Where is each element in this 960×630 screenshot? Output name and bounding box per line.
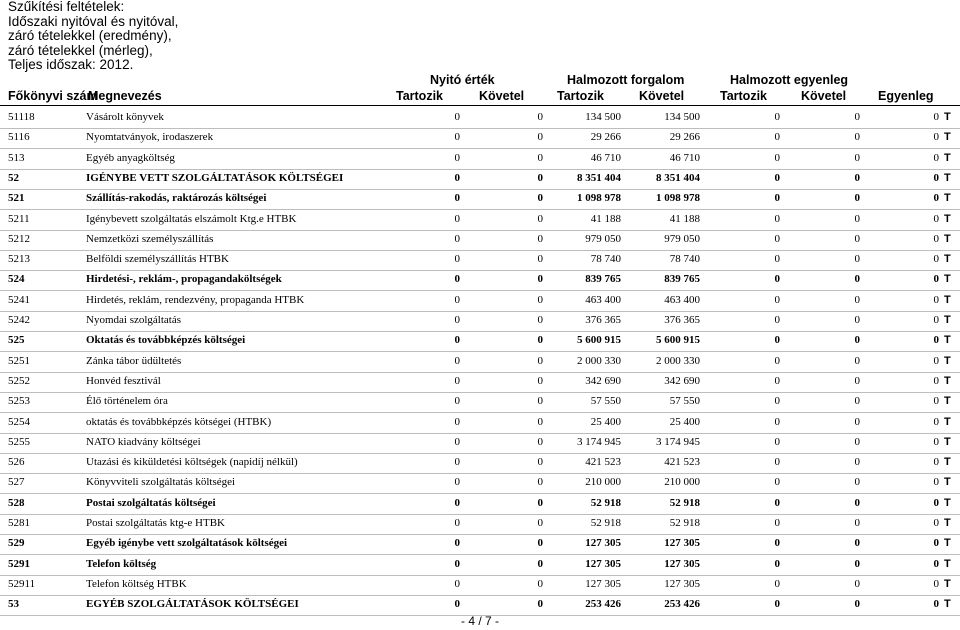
- cumulative-credit-cell: 342 690: [664, 374, 700, 387]
- balance-debit-cell: 0: [774, 476, 780, 489]
- opening-credit-cell: 0: [537, 131, 543, 144]
- cumulative-debit-cell: 3 174 945: [577, 435, 621, 448]
- balance-credit-cell: 0: [854, 395, 860, 408]
- account-name-cell: Utazási és kiküldetési költségek (napidíj nélkül): [86, 456, 298, 469]
- opening-debit-cell: 0: [454, 598, 460, 611]
- opening-credit-cell: 0: [537, 232, 543, 245]
- cumulative-credit-cell: 41 188: [669, 212, 700, 225]
- table-row: [0, 534, 960, 554]
- table-row: [0, 555, 960, 575]
- balance-cell: 0: [933, 334, 939, 347]
- balance-credit-cell: 0: [854, 537, 860, 550]
- opening-debit-cell: 0: [454, 293, 460, 306]
- balance-debit-cell: 0: [774, 456, 780, 469]
- cumulative-credit-cell: 8 351 404: [656, 171, 700, 184]
- opening-debit-cell: 0: [454, 476, 460, 489]
- opening-credit-cell: 0: [537, 517, 543, 529]
- header-group-opening: Nyitó érték: [430, 73, 495, 87]
- cumulative-debit-cell: 46 710: [590, 151, 621, 164]
- balance-side-marker: T: [944, 151, 951, 164]
- balance-cell: 0: [933, 253, 939, 266]
- opening-credit-cell: 0: [537, 111, 543, 123]
- cumulative-credit-cell: 839 765: [664, 273, 700, 286]
- opening-credit-cell: 0: [537, 557, 543, 570]
- header-opening-credit: Követel: [479, 89, 525, 103]
- table-row: [0, 514, 960, 534]
- balance-credit-cell: 0: [854, 354, 860, 367]
- opening-credit-cell: 0: [537, 435, 543, 448]
- balance-credit-cell: 0: [854, 557, 860, 570]
- cumulative-debit-cell: 253 426: [585, 598, 621, 611]
- opening-debit-cell: 0: [454, 517, 460, 529]
- opening-debit-cell: 0: [454, 131, 460, 144]
- table-row: [0, 210, 960, 230]
- balance-credit-cell: 0: [854, 577, 860, 590]
- account-name-cell: Igénybevett szolgáltatás elszámolt Ktg.e HTBK: [86, 212, 297, 225]
- opening-debit-cell: 0: [454, 354, 460, 367]
- balance-cell: 0: [933, 598, 939, 611]
- cumulative-credit-cell: 127 305: [664, 557, 700, 570]
- balance-cell: 0: [933, 476, 939, 489]
- cumulative-credit-cell: 210 000: [664, 476, 700, 489]
- account-name-cell: Szállítás-rakodás, raktározás költségei: [86, 192, 267, 205]
- opening-debit-cell: 0: [454, 192, 460, 205]
- cumulative-debit-cell: 52 918: [590, 496, 621, 509]
- opening-debit-cell: 0: [454, 273, 460, 286]
- account-number-cell: 5241: [8, 293, 30, 306]
- header-cumulative-debit: Tartozik: [557, 89, 604, 103]
- balance-credit-cell: 0: [854, 293, 860, 306]
- balance-debit-cell: 0: [774, 354, 780, 367]
- opening-credit-cell: 0: [537, 293, 543, 306]
- balance-cell: 0: [933, 577, 939, 590]
- balance-credit-cell: 0: [854, 476, 860, 489]
- account-name-cell: Oktatás és továbbképzés költségei: [86, 334, 246, 347]
- opening-credit-cell: 0: [537, 476, 543, 489]
- account-number-cell: 5252: [8, 374, 30, 387]
- cumulative-credit-cell: 3 174 945: [656, 435, 700, 448]
- cumulative-credit-cell: 134 500: [664, 111, 700, 123]
- opening-debit-cell: 0: [454, 334, 460, 347]
- balance-credit-cell: 0: [854, 314, 860, 326]
- cumulative-debit-cell: 127 305: [585, 537, 621, 550]
- balance-debit-cell: 0: [774, 496, 780, 509]
- cumulative-credit-cell: 29 266: [669, 131, 700, 144]
- page-number: - 4 / 7 -: [460, 614, 499, 628]
- account-name-cell: Egyéb anyagköltség: [86, 151, 175, 164]
- opening-credit-cell: 0: [537, 212, 543, 225]
- balance-credit-cell: 0: [854, 517, 860, 529]
- balance-debit-cell: 0: [774, 232, 780, 245]
- account-number-cell: 51118: [8, 111, 35, 123]
- cumulative-debit-cell: 376 365: [585, 314, 621, 326]
- cumulative-debit-cell: 342 690: [585, 374, 621, 387]
- table-row: [0, 108, 960, 128]
- balance-side-marker: T: [944, 577, 951, 590]
- account-name-cell: Egyéb igénybe vett szolgáltatások költségei: [86, 537, 288, 550]
- table-row: [0, 392, 960, 412]
- account-name-cell: Zánka tábor üdültetés: [86, 354, 182, 367]
- balance-side-marker: T: [944, 496, 951, 509]
- account-number-cell: 529: [8, 537, 25, 550]
- opening-debit-cell: 0: [454, 151, 460, 164]
- balance-cell: 0: [933, 435, 939, 448]
- account-name-cell: Belföldi személyszállítás HTBK: [86, 253, 229, 266]
- table-row: [0, 413, 960, 433]
- balance-side-marker: T: [944, 293, 951, 306]
- cumulative-debit-cell: 78 740: [590, 253, 621, 266]
- balance-debit-cell: 0: [774, 395, 780, 408]
- account-number-cell: 524: [8, 273, 25, 286]
- opening-debit-cell: 0: [454, 314, 460, 326]
- opening-credit-cell: 0: [537, 598, 543, 611]
- account-number-cell: 5212: [8, 232, 30, 245]
- balance-side-marker: T: [944, 111, 951, 123]
- account-number-cell: 5251: [8, 354, 30, 367]
- opening-credit-cell: 0: [537, 354, 543, 367]
- cumulative-debit-cell: 127 305: [585, 577, 621, 590]
- header-opening-debit: Tartozik: [396, 89, 443, 103]
- balance-side-marker: T: [944, 476, 951, 489]
- table-row: [0, 311, 960, 331]
- balance-debit-cell: 0: [774, 151, 780, 164]
- balance-side-marker: T: [944, 557, 951, 570]
- balance-debit-cell: 0: [774, 314, 780, 326]
- opening-debit-cell: 0: [454, 496, 460, 509]
- balance-cell: 0: [933, 151, 939, 164]
- cumulative-debit-cell: 979 050: [585, 232, 621, 245]
- cumulative-debit-cell: 134 500: [585, 111, 621, 123]
- cumulative-credit-cell: 57 550: [669, 395, 700, 408]
- filter-line: Időszaki nyitóval és nyitóval,: [8, 13, 179, 29]
- balance-credit-cell: 0: [854, 192, 860, 205]
- table-row: [0, 453, 960, 473]
- header-divider: [0, 105, 960, 106]
- account-name-cell: IGÉNYBE VETT SZOLGÁLTATÁSOK KÖLTSÉGEI: [86, 171, 344, 184]
- cumulative-credit-cell: 78 740: [669, 253, 700, 266]
- account-name-cell: Nyomdai szolgáltatás: [86, 314, 182, 326]
- header-group-balance: Halmozott egyenleg: [730, 73, 849, 87]
- cumulative-credit-cell: 2 000 330: [656, 354, 700, 367]
- balance-debit-cell: 0: [774, 415, 780, 428]
- balance-cell: 0: [933, 171, 939, 184]
- header-name: Megnevezés: [88, 89, 162, 103]
- opening-debit-cell: 0: [454, 232, 460, 245]
- balance-cell: 0: [933, 192, 939, 205]
- balance-side-marker: T: [944, 253, 951, 266]
- cumulative-credit-cell: 979 050: [664, 232, 700, 245]
- balance-debit-cell: 0: [774, 273, 780, 286]
- balance-credit-cell: 0: [854, 415, 860, 428]
- cumulative-debit-cell: 2 000 330: [577, 354, 621, 367]
- balance-cell: 0: [933, 212, 939, 225]
- filter-title: Szűkítési feltételek:: [8, 0, 125, 14]
- opening-debit-cell: 0: [454, 557, 460, 570]
- cumulative-credit-cell: 52 918: [669, 496, 700, 509]
- account-name-cell: Nemzetközi személyszállítás: [86, 232, 214, 245]
- balance-credit-cell: 0: [854, 232, 860, 245]
- table-row: [0, 270, 960, 290]
- account-name-cell: Vásárolt könyvek: [86, 111, 164, 123]
- account-number-cell: 5116: [8, 131, 30, 144]
- account-number-cell: 521: [8, 192, 25, 205]
- cumulative-debit-cell: 839 765: [585, 273, 621, 286]
- filter-line: záró tételekkel (eredmény),: [8, 28, 172, 44]
- account-number-cell: 525: [8, 334, 25, 347]
- table-row: [0, 250, 960, 270]
- cumulative-debit-cell: 41 188: [590, 212, 621, 225]
- balance-cell: 0: [933, 557, 939, 570]
- filter-line: záró tételekkel (mérleg),: [8, 42, 153, 58]
- table-row: [0, 494, 960, 514]
- account-name-cell: Élő történelem óra: [86, 395, 168, 408]
- balance-side-marker: T: [944, 354, 951, 367]
- balance-debit-cell: 0: [774, 435, 780, 448]
- filter-conditions: [8, 0, 178, 73]
- cumulative-credit-cell: 127 305: [664, 537, 700, 550]
- balance-cell: 0: [933, 273, 939, 286]
- cumulative-debit-cell: 57 550: [590, 395, 621, 408]
- cumulative-credit-cell: 253 426: [664, 598, 700, 611]
- opening-debit-cell: 0: [454, 415, 460, 428]
- opening-debit-cell: 0: [454, 111, 460, 123]
- account-number-cell: 5242: [8, 314, 30, 326]
- cumulative-credit-cell: 5 600 915: [656, 334, 700, 347]
- table-row: [0, 169, 960, 189]
- table-row: [0, 149, 960, 169]
- balance-side-marker: T: [944, 192, 951, 205]
- cumulative-credit-cell: 1 098 978: [656, 192, 700, 205]
- cumulative-credit-cell: 52 918: [669, 517, 700, 529]
- account-number-cell: 5281: [8, 517, 30, 529]
- cumulative-credit-cell: 421 523: [664, 456, 700, 469]
- balance-credit-cell: 0: [854, 253, 860, 266]
- opening-credit-cell: 0: [537, 537, 543, 550]
- opening-credit-cell: 0: [537, 415, 543, 428]
- account-name-cell: Könyvviteli szolgáltatás költségei: [86, 476, 236, 489]
- balance-debit-cell: 0: [774, 131, 780, 144]
- balance-debit-cell: 0: [774, 192, 780, 205]
- balance-credit-cell: 0: [854, 598, 860, 611]
- balance-credit-cell: 0: [854, 496, 860, 509]
- account-number-cell: 527: [8, 476, 25, 489]
- account-name-cell: Honvéd fesztivál: [86, 374, 161, 387]
- balance-side-marker: T: [944, 212, 951, 225]
- balance-side-marker: T: [944, 171, 951, 184]
- account-name-cell: Nyomtatványok, irodaszerek: [86, 131, 214, 144]
- balance-cell: 0: [933, 232, 939, 245]
- account-number-cell: 528: [8, 496, 25, 509]
- table-row: [0, 189, 960, 209]
- header-account-number: Főkönyvi szám: [8, 89, 98, 103]
- balance-debit-cell: 0: [774, 577, 780, 590]
- opening-credit-cell: 0: [537, 314, 543, 326]
- balance-credit-cell: 0: [854, 131, 860, 144]
- balance-cell: 0: [933, 354, 939, 367]
- opening-debit-cell: 0: [454, 537, 460, 550]
- balance-side-marker: T: [944, 374, 951, 387]
- account-name-cell: EGYÉB SZOLGÁLTATÁSOK KÖLTSÉGEI: [86, 598, 299, 611]
- balance-cell: 0: [933, 496, 939, 509]
- header-balance-credit: Követel: [801, 89, 847, 103]
- balance-credit-cell: 0: [854, 374, 860, 387]
- balance-debit-cell: 0: [774, 374, 780, 387]
- balance-cell: 0: [933, 293, 939, 306]
- balance-credit-cell: 0: [854, 171, 860, 184]
- balance-debit-cell: 0: [774, 557, 780, 570]
- opening-credit-cell: 0: [537, 577, 543, 590]
- account-number-cell: 5254: [8, 415, 30, 428]
- cumulative-credit-cell: 127 305: [664, 577, 700, 590]
- cumulative-debit-cell: 5 600 915: [577, 334, 621, 347]
- cumulative-credit-cell: 376 365: [664, 314, 700, 326]
- account-name-cell: Postai szolgáltatás költségei: [86, 496, 216, 509]
- balance-cell: 0: [933, 314, 939, 326]
- account-name-cell: NATO kiadvány költségei: [86, 435, 201, 448]
- cumulative-debit-cell: 25 400: [590, 415, 621, 428]
- cumulative-debit-cell: 1 098 978: [577, 192, 621, 205]
- balance-debit-cell: 0: [774, 517, 780, 529]
- account-number-cell: 5253: [8, 395, 30, 408]
- account-name-cell: oktatás és továbbképzés kötségei (HTBK): [86, 415, 272, 428]
- cumulative-credit-cell: 463 400: [664, 293, 700, 306]
- opening-debit-cell: 0: [454, 395, 460, 408]
- balance-credit-cell: 0: [854, 151, 860, 164]
- account-number-cell: 53: [8, 598, 19, 611]
- opening-credit-cell: 0: [537, 171, 543, 184]
- balance-cell: 0: [933, 374, 939, 387]
- balance-credit-cell: 0: [854, 456, 860, 469]
- balance-debit-cell: 0: [774, 537, 780, 550]
- account-name-cell: Telefon költség: [86, 557, 157, 570]
- balance-side-marker: T: [944, 456, 951, 469]
- opening-credit-cell: 0: [537, 395, 543, 408]
- cumulative-debit-cell: 210 000: [585, 476, 621, 489]
- balance-cell: 0: [933, 415, 939, 428]
- cumulative-debit-cell: 421 523: [585, 456, 621, 469]
- opening-debit-cell: 0: [454, 456, 460, 469]
- header-balance: Egyenleg: [878, 89, 934, 103]
- header-cumulative-credit: Követel: [639, 89, 685, 103]
- balance-credit-cell: 0: [854, 334, 860, 347]
- table-row: [0, 331, 960, 351]
- balance-debit-cell: 0: [774, 253, 780, 266]
- balance-side-marker: T: [944, 273, 951, 286]
- opening-credit-cell: 0: [537, 334, 543, 347]
- opening-debit-cell: 0: [454, 253, 460, 266]
- opening-credit-cell: 0: [537, 496, 543, 509]
- table-row: [0, 128, 960, 148]
- opening-debit-cell: 0: [454, 577, 460, 590]
- cumulative-debit-cell: 52 918: [590, 517, 621, 529]
- table-row: [0, 473, 960, 493]
- balance-cell: 0: [933, 131, 939, 144]
- account-number-cell: 5291: [8, 557, 30, 570]
- opening-credit-cell: 0: [537, 374, 543, 387]
- balance-side-marker: T: [944, 395, 951, 408]
- balance-side-marker: T: [944, 334, 951, 347]
- balance-cell: 0: [933, 111, 939, 123]
- balance-cell: 0: [933, 395, 939, 408]
- account-name-cell: Postai szolgáltatás ktg-e HTBK: [86, 517, 226, 529]
- opening-debit-cell: 0: [454, 171, 460, 184]
- opening-debit-cell: 0: [454, 212, 460, 225]
- cumulative-debit-cell: 127 305: [585, 557, 621, 570]
- opening-credit-cell: 0: [537, 151, 543, 164]
- balance-debit-cell: 0: [774, 598, 780, 611]
- balance-side-marker: T: [944, 232, 951, 245]
- balance-debit-cell: 0: [774, 334, 780, 347]
- balance-credit-cell: 0: [854, 273, 860, 286]
- balance-side-marker: T: [944, 598, 951, 611]
- cumulative-debit-cell: 29 266: [590, 131, 621, 144]
- account-number-cell: 52: [8, 171, 19, 184]
- opening-credit-cell: 0: [537, 192, 543, 205]
- balance-credit-cell: 0: [854, 435, 860, 448]
- balance-debit-cell: 0: [774, 293, 780, 306]
- balance-side-marker: T: [944, 131, 951, 144]
- opening-debit-cell: 0: [454, 374, 460, 387]
- account-number-cell: 526: [8, 456, 25, 469]
- table-row: [0, 352, 960, 372]
- balance-debit-cell: 0: [774, 111, 780, 123]
- cumulative-credit-cell: 25 400: [669, 415, 700, 428]
- balance-side-marker: T: [944, 435, 951, 448]
- table-row: [0, 595, 960, 615]
- account-number-cell: 52911: [8, 577, 36, 590]
- balance-side-marker: T: [944, 415, 951, 428]
- balance-debit-cell: 0: [774, 171, 780, 184]
- balance-cell: 0: [933, 537, 939, 550]
- table-row: [0, 230, 960, 250]
- table-row: [0, 372, 960, 392]
- balance-cell: 0: [933, 517, 939, 529]
- account-name-cell: Hirdetés, reklám, rendezvény, propaganda HTBK: [86, 293, 305, 306]
- account-name-cell: Hirdetési-, reklám-, propagandaköltségek: [86, 273, 282, 286]
- filter-line: Teljes időszak: 2012.: [8, 57, 134, 73]
- table-row: [0, 291, 960, 311]
- opening-credit-cell: 0: [537, 273, 543, 286]
- balance-side-marker: T: [944, 314, 951, 326]
- account-name-cell: Telefon költség HTBK: [86, 577, 187, 590]
- header-balance-debit: Tartozik: [720, 89, 767, 103]
- opening-credit-cell: 0: [537, 456, 543, 469]
- balance-cell: 0: [933, 456, 939, 469]
- account-number-cell: 5213: [8, 253, 30, 266]
- balance-side-marker: T: [944, 517, 951, 529]
- balance-credit-cell: 0: [854, 212, 860, 225]
- balance-debit-cell: 0: [774, 212, 780, 225]
- opening-debit-cell: 0: [454, 435, 460, 448]
- table-row: [0, 433, 960, 453]
- header-group-cumulative: Halmozott forgalom: [567, 73, 685, 87]
- table-row: [0, 575, 960, 595]
- opening-credit-cell: 0: [537, 253, 543, 266]
- balance-credit-cell: 0: [854, 111, 860, 123]
- balance-side-marker: T: [944, 537, 951, 550]
- cumulative-debit-cell: 463 400: [585, 293, 621, 306]
- account-number-cell: 5211: [8, 212, 30, 225]
- account-number-cell: 5255: [8, 435, 30, 448]
- cumulative-debit-cell: 8 351 404: [577, 171, 621, 184]
- cumulative-credit-cell: 46 710: [669, 151, 700, 164]
- account-number-cell: 513: [8, 151, 25, 164]
